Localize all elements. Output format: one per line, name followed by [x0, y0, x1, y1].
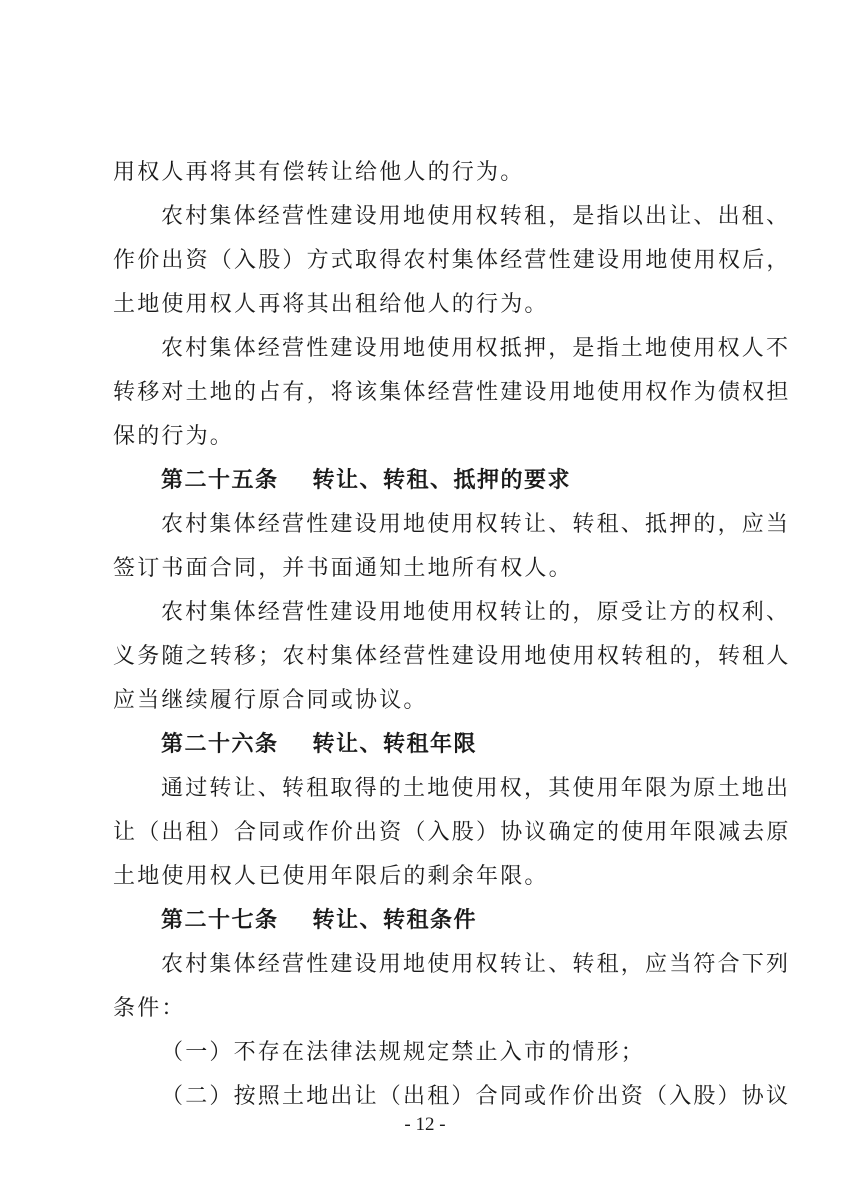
- paragraph-line: 农村集体经营性建设用地使用权转让的，原受让方的权利、: [161, 600, 791, 625]
- paragraph-line: 让（出租）合同或作价出资（入股）协议确定的使用年限减去原: [113, 820, 791, 845]
- paragraph-line: 签订书面合同，并书面通知土地所有权人。: [113, 556, 573, 581]
- article-heading: [161, 466, 745, 496]
- article-title: 转让、转租年限: [312, 732, 478, 757]
- paragraph-line: 作价出资（入股）方式取得农村集体经营性建设用地使用权后，: [113, 248, 791, 273]
- paragraph-line: 农村集体经营性建设用地使用权抵押，是指土地使用权人不: [161, 336, 791, 361]
- paragraph-line: 农村集体经营性建设用地使用权转让、转租，应当符合下列: [161, 952, 791, 977]
- article-heading: [161, 730, 745, 760]
- article-number: 第二十七条: [161, 908, 279, 933]
- article-number: 第二十六条: [161, 732, 279, 757]
- article-heading: [161, 906, 745, 936]
- article-title: 转让、转租、抵押的要求: [312, 468, 572, 493]
- paragraph-line: 条件：: [113, 996, 186, 1021]
- list-item: （一）不存在法律法规规定禁止入市的情形；: [161, 1040, 646, 1065]
- paragraph-line: 用权人再将其有偿转让给他人的行为。: [113, 160, 525, 185]
- list-item: （二）按照土地出让（出租）合同或作价出资（入股）协议: [161, 1084, 791, 1109]
- paragraph-line: 农村集体经营性建设用地使用权转租，是指以出让、出租、: [161, 204, 791, 229]
- paragraph-line: 农村集体经营性建设用地使用权转让、转租、抵押的，应当: [161, 512, 791, 537]
- paragraph-line: 通过转让、转租取得的土地使用权，其使用年限为原土地出: [161, 776, 791, 801]
- paragraph-line: 应当继续履行原合同或协议。: [113, 688, 428, 713]
- paragraph-line: 土地使用权人再将其出租给他人的行为。: [113, 292, 549, 317]
- article-number: 第二十五条: [161, 468, 279, 493]
- paragraph-line: 土地使用权人已使用年限后的剩余年限。: [113, 864, 549, 889]
- paragraph-line: 义务随之转移；农村集体经营性建设用地使用权转租的，转租人: [113, 644, 791, 669]
- paragraph-line: 保的行为。: [113, 424, 235, 449]
- paragraph-line: 转移对土地的占有，将该集体经营性建设用地使用权作为债权担: [113, 380, 791, 405]
- page-number: - 12 -: [404, 1114, 446, 1135]
- article-title: 转让、转租条件: [312, 908, 478, 933]
